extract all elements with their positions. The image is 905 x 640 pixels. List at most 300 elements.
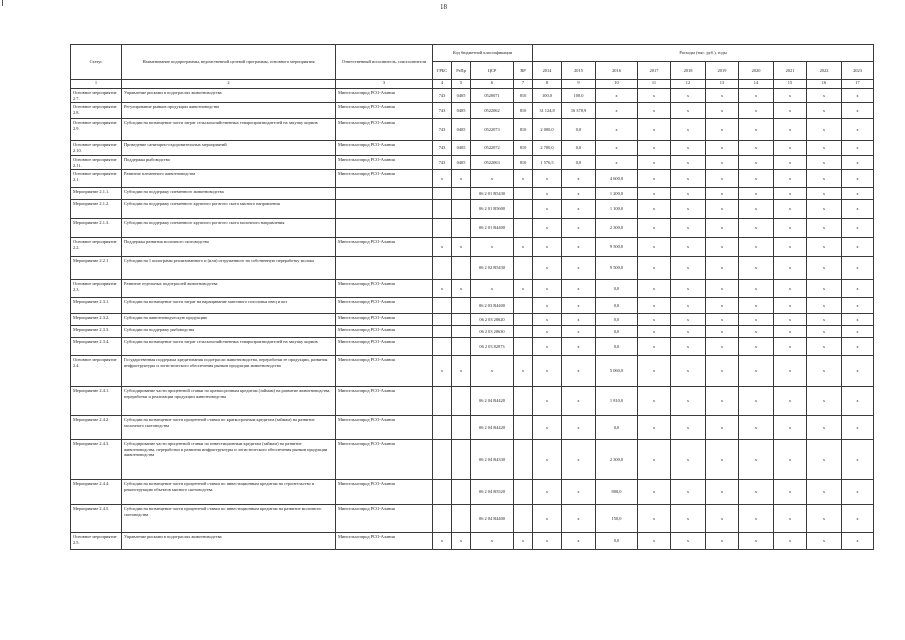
year-value-cell: х xyxy=(706,440,739,480)
csr-cell: 06 2 03 R4400 xyxy=(471,298,514,314)
grbs-cell xyxy=(433,326,452,338)
table-header xyxy=(71,45,874,80)
table-row xyxy=(71,387,874,416)
column-index-cell: 9 xyxy=(562,80,596,89)
year-value-cell: 0,0 xyxy=(562,156,596,170)
year-value-cell: х xyxy=(739,103,774,119)
header-year-6: 2020 xyxy=(739,62,774,80)
grbs-cell: 743 xyxy=(433,89,452,103)
csr-cell: 06 2 01 R5430 xyxy=(471,188,514,200)
header-code-0: ГРБС xyxy=(433,62,452,80)
header-year-9: 2023 xyxy=(842,62,874,80)
grbs-cell xyxy=(433,257,452,280)
year-value-cell: х xyxy=(638,219,671,238)
vr-cell xyxy=(514,505,533,533)
header-code-3: ВР xyxy=(514,62,533,80)
name-cell: Субсидии на возмещение части процентной ставки по инвестиционным кредитам на строительство и реконструкцию объектов мясного скотоводства xyxy=(122,480,336,505)
year-value-cell: х xyxy=(706,338,739,356)
year-value-cell: х xyxy=(671,188,706,200)
year-value-cell: 31 124,8 xyxy=(533,103,562,119)
year-value-cell: х xyxy=(739,326,774,338)
status-cell: Мероприятие 2.4.3. xyxy=(71,440,122,480)
csr-cell: 0520071 xyxy=(471,89,514,103)
vr-cell xyxy=(514,298,533,314)
year-value-cell: х xyxy=(562,280,596,298)
status-cell: Основное мероприятие 2.5. xyxy=(71,533,122,550)
table-row xyxy=(71,480,874,505)
year-value-cell: х xyxy=(807,440,842,480)
status-cell: Основное мероприятие 2.1. xyxy=(71,170,122,188)
header-code-1: РзПр xyxy=(452,62,471,80)
year-value-cell: х xyxy=(774,440,807,480)
year-value-cell: 1 576,5 xyxy=(533,156,562,170)
year-value-cell: х xyxy=(807,238,842,257)
year-value-cell: 0,0 xyxy=(596,533,638,550)
year-value-cell: х xyxy=(842,440,874,480)
header-code-2: ЦСР xyxy=(471,62,514,80)
grbs-cell: 743 xyxy=(433,103,452,119)
year-value-cell: х xyxy=(842,314,874,326)
rzpr-cell: 0405 xyxy=(452,103,471,119)
column-index-row xyxy=(71,80,874,89)
rzpr-cell xyxy=(452,338,471,356)
year-value-cell: х xyxy=(807,119,842,141)
year-value-cell: 16 378,9 xyxy=(562,103,596,119)
year-value-cell: х xyxy=(638,533,671,550)
year-value-cell: х xyxy=(671,257,706,280)
year-value-cell: х xyxy=(706,257,739,280)
column-index-cell: 17 xyxy=(842,80,874,89)
year-value-cell: х xyxy=(638,238,671,257)
year-value-cell: 100,0 xyxy=(562,89,596,103)
year-value-cell: х xyxy=(842,119,874,141)
year-value-cell: х xyxy=(774,89,807,103)
csr-cell: 06 2 03 20630 xyxy=(471,326,514,338)
year-value-cell: 2 300,0 xyxy=(596,440,638,480)
year-value-cell: х xyxy=(671,238,706,257)
year-value-cell: х xyxy=(842,356,874,387)
year-value-cell: х xyxy=(807,156,842,170)
grbs-cell xyxy=(433,440,452,480)
year-value-cell: х xyxy=(842,480,874,505)
year-value-cell: х xyxy=(638,257,671,280)
grbs-cell: х xyxy=(433,170,452,188)
csr-cell: 06 2 01 R5600 xyxy=(471,200,514,219)
year-value-cell: х xyxy=(774,238,807,257)
year-value-cell: х xyxy=(562,238,596,257)
vr-cell: х xyxy=(514,238,533,257)
vr-cell: 810 xyxy=(514,141,533,156)
year-value-cell: х xyxy=(671,170,706,188)
year-value-cell: х xyxy=(842,387,874,416)
executor-cell: Минсельхозпрод РСО-Алания xyxy=(336,533,433,550)
rzpr-cell: 0405 xyxy=(452,156,471,170)
year-value-cell: х xyxy=(638,387,671,416)
year-value-cell: х xyxy=(774,505,807,533)
executor-cell: Минсельхозпрод РСО-Алания xyxy=(336,505,433,533)
year-value-cell: х xyxy=(739,533,774,550)
year-value-cell: х xyxy=(807,170,842,188)
status-cell: Мероприятие 2.1.3. xyxy=(71,219,122,238)
year-value-cell: х xyxy=(671,314,706,326)
year-value-cell: х xyxy=(533,257,562,280)
column-index-cell: 14 xyxy=(739,80,774,89)
year-value-cell: х xyxy=(638,200,671,219)
csr-cell: х xyxy=(471,533,514,550)
year-value-cell: х xyxy=(807,533,842,550)
year-value-cell: х xyxy=(533,416,562,440)
status-cell: Мероприятие 2.4.5. xyxy=(71,505,122,533)
year-value-cell: х xyxy=(739,238,774,257)
rzpr-cell xyxy=(452,326,471,338)
year-value-cell: 0,0 xyxy=(596,326,638,338)
year-value-cell: х xyxy=(842,200,874,219)
year-value-cell: х xyxy=(774,280,807,298)
vr-cell xyxy=(514,314,533,326)
rzpr-cell xyxy=(452,480,471,505)
executor-cell xyxy=(336,257,433,280)
csr-cell: 06 2 04 R4400 xyxy=(471,505,514,533)
year-value-cell: х xyxy=(671,416,706,440)
csr-cell: 0522073 xyxy=(471,119,514,141)
year-value-cell: х xyxy=(533,338,562,356)
year-value-cell: х xyxy=(739,338,774,356)
year-value-cell: х xyxy=(562,298,596,314)
year-value-cell: х xyxy=(706,219,739,238)
year-value-cell: х xyxy=(842,533,874,550)
status-cell: Мероприятие 2.3.4. xyxy=(71,338,122,356)
year-value-cell: 4 600,0 xyxy=(596,170,638,188)
status-cell: Мероприятие 2.3.2. xyxy=(71,314,122,326)
executor-cell: Минсельхозпрод РСО-Алания xyxy=(336,387,433,416)
csr-cell: х xyxy=(471,170,514,188)
column-index-cell: 10 xyxy=(596,80,638,89)
rzpr-cell: 0405 xyxy=(452,89,471,103)
table-row xyxy=(71,119,874,141)
status-cell: Основное мероприятие 2.8. xyxy=(71,103,122,119)
table-row xyxy=(71,298,874,314)
column-index-cell: 8 xyxy=(533,80,562,89)
year-value-cell: х xyxy=(638,416,671,440)
csr-cell: 06 2 03 82073 xyxy=(471,338,514,356)
rzpr-cell: х xyxy=(452,170,471,188)
column-index-cell: 13 xyxy=(706,80,739,89)
status-cell: Мероприятие 2.2.1 xyxy=(71,257,122,280)
year-value-cell: х xyxy=(842,298,874,314)
year-value-cell: х xyxy=(671,338,706,356)
year-value-cell: х xyxy=(807,219,842,238)
grbs-cell xyxy=(433,200,452,219)
year-value-cell: х xyxy=(638,156,671,170)
rzpr-cell xyxy=(452,314,471,326)
vr-cell xyxy=(514,219,533,238)
header-year-4: 2018 xyxy=(671,62,706,80)
name-cell: Субсидии на животноводческую продукцию xyxy=(122,314,336,326)
executor-cell: Минсельхозпрод РСО-Алания xyxy=(336,416,433,440)
year-value-cell: х xyxy=(739,156,774,170)
table-row xyxy=(71,326,874,338)
vr-cell xyxy=(514,338,533,356)
rzpr-cell xyxy=(452,188,471,200)
year-value-cell: х xyxy=(638,280,671,298)
year-value-cell: х xyxy=(739,387,774,416)
table-row xyxy=(71,200,874,219)
year-value-cell: 800,0 xyxy=(596,480,638,505)
expenses-table xyxy=(70,44,874,550)
year-value-cell: х xyxy=(533,533,562,550)
executor-cell: Минсельхозпрод РСО-Алания xyxy=(336,326,433,338)
column-index-cell: 16 xyxy=(807,80,842,89)
executor-cell: Минсельхозпрод РСО-Алания xyxy=(336,356,433,387)
header-budget-code-group: Код бюджетной классификации xyxy=(433,45,533,62)
year-value-cell: х xyxy=(807,188,842,200)
year-value-cell: 2 000,0 xyxy=(533,119,562,141)
rzpr-cell: 0405 xyxy=(452,119,471,141)
name-cell: Субсидии на возмещение части процентной ставки по краткосрочным кредитам (займам) на развитие молочного скотоводства xyxy=(122,416,336,440)
year-value-cell: х xyxy=(638,314,671,326)
vr-cell: х xyxy=(514,356,533,387)
year-value-cell: х xyxy=(671,326,706,338)
csr-cell: 06 2 02 R5430 xyxy=(471,257,514,280)
year-value-cell: х xyxy=(562,356,596,387)
year-value-cell: х xyxy=(533,314,562,326)
year-value-cell: х xyxy=(774,326,807,338)
name-cell: Развитие племенного животноводства xyxy=(122,170,336,188)
executor-cell: Минсельхозпрод РСО-Алания xyxy=(336,89,433,103)
year-value-cell: х xyxy=(562,170,596,188)
year-value-cell: х xyxy=(739,280,774,298)
year-value-cell: х xyxy=(671,156,706,170)
year-value-cell: 2 300,0 xyxy=(596,219,638,238)
rzpr-cell: х xyxy=(452,280,471,298)
header-year-7: 2021 xyxy=(774,62,807,80)
year-value-cell: х xyxy=(706,387,739,416)
year-value-cell: х xyxy=(706,326,739,338)
year-value-cell: х xyxy=(671,298,706,314)
year-value-cell: х xyxy=(671,480,706,505)
year-value-cell: х xyxy=(706,119,739,141)
year-value-cell: х xyxy=(807,89,842,103)
year-value-cell: х xyxy=(533,200,562,219)
year-value-cell: 0,0 xyxy=(596,280,638,298)
year-value-cell: х xyxy=(671,533,706,550)
year-value-cell: х xyxy=(562,533,596,550)
page-number: 18 xyxy=(440,3,447,11)
vr-cell xyxy=(514,480,533,505)
status-cell: Мероприятие 2.3.1. xyxy=(71,298,122,314)
vr-cell: 810 xyxy=(514,156,533,170)
rzpr-cell xyxy=(452,387,471,416)
executor-cell: Минсельхозпрод РСО-Алания xyxy=(336,480,433,505)
name-cell: Субсидии на возмещение части процентной ставки по инвестиционным кредитам на развитие молочного скотоводства xyxy=(122,505,336,533)
year-value-cell: х xyxy=(533,238,562,257)
year-value-cell: х xyxy=(739,141,774,156)
year-value-cell: х xyxy=(638,480,671,505)
year-value-cell: х xyxy=(807,356,842,387)
table-row xyxy=(71,338,874,356)
year-value-cell: х xyxy=(671,200,706,219)
csr-cell: х xyxy=(471,238,514,257)
year-value-cell: 1 100,0 xyxy=(596,200,638,219)
year-value-cell: х xyxy=(562,416,596,440)
year-value-cell: х xyxy=(774,480,807,505)
year-value-cell: х xyxy=(774,219,807,238)
name-cell: Поддержка развития молочного скотоводства xyxy=(122,238,336,257)
year-value-cell: х xyxy=(638,141,671,156)
year-value-cell: х xyxy=(533,356,562,387)
year-value-cell: х xyxy=(533,440,562,480)
grbs-cell xyxy=(433,505,452,533)
status-cell: Мероприятие 2.3.3. xyxy=(71,326,122,338)
csr-cell: 06 2 04 R5520 xyxy=(471,480,514,505)
year-value-cell: х xyxy=(807,257,842,280)
grbs-cell xyxy=(433,314,452,326)
year-value-cell: х xyxy=(533,170,562,188)
header-year-0: 2014 xyxy=(533,62,562,80)
year-value-cell: х xyxy=(533,387,562,416)
column-index-cell: 11 xyxy=(638,80,671,89)
name-cell: Субсидии на возмещение части затрат сельскохозяйственных товаропроизводителей на закупку кормов xyxy=(122,338,336,356)
executor-cell: Минсельхозпрод РСО-Алания xyxy=(336,298,433,314)
year-value-cell: х xyxy=(807,338,842,356)
year-value-cell: х xyxy=(774,156,807,170)
year-value-cell: х xyxy=(774,298,807,314)
year-value-cell: х xyxy=(774,387,807,416)
year-value-cell: 0,0 xyxy=(596,314,638,326)
vr-cell xyxy=(514,440,533,480)
executor-cell: Минсельхозпрод РСО-Алания xyxy=(336,314,433,326)
status-cell: Основное мероприятие 2.11. xyxy=(71,156,122,170)
executor-cell: Минсельхозпрод РСО-Алания xyxy=(336,440,433,480)
year-value-cell: х xyxy=(842,141,874,156)
year-value-cell: 100,0 xyxy=(533,89,562,103)
name-cell: Субсидирование части процентной ставки по краткосрочным кредитам (займам) на развитие животноводства, переработки и реализации продукции животноводства xyxy=(122,387,336,416)
year-value-cell: х xyxy=(638,119,671,141)
year-value-cell: х xyxy=(739,119,774,141)
year-value-cell: х xyxy=(638,188,671,200)
table-row xyxy=(71,219,874,238)
header-year-8: 2022 xyxy=(807,62,842,80)
vr-cell xyxy=(514,188,533,200)
year-value-cell: 1 200,0 xyxy=(596,188,638,200)
year-value-cell: х xyxy=(807,387,842,416)
status-cell: Мероприятие 2.1.2. xyxy=(71,200,122,219)
header-year-3: 2017 xyxy=(638,62,671,80)
year-value-cell: х xyxy=(638,440,671,480)
name-cell: Субсидирование части процентной ставки по инвестиционным кредитам (займам) на развитие животноводства, переработки и развития инфраструктуры и логистического обеспечения рынков продукции животноводства xyxy=(122,440,336,480)
name-cell: Проведение санитарно-оздоровительных мероприятий xyxy=(122,141,336,156)
column-index-cell: 6 xyxy=(471,80,514,89)
year-value-cell: х xyxy=(774,170,807,188)
grbs-cell: х xyxy=(433,356,452,387)
year-value-cell: х xyxy=(562,505,596,533)
rzpr-cell xyxy=(452,257,471,280)
status-cell: Мероприятие 2.4.1. xyxy=(71,387,122,416)
name-cell: Субсидии на поддержку племенного крупного рогатого скота мясного направления xyxy=(122,200,336,219)
year-value-cell: х xyxy=(807,480,842,505)
table-row xyxy=(71,356,874,387)
executor-cell xyxy=(336,200,433,219)
year-value-cell: х xyxy=(533,280,562,298)
year-value-cell: х xyxy=(638,103,671,119)
grbs-cell xyxy=(433,416,452,440)
year-value-cell: х xyxy=(638,89,671,103)
year-value-cell: х xyxy=(596,103,638,119)
vr-cell xyxy=(514,416,533,440)
executor-cell: Минсельхозпрод РСО-Алания xyxy=(336,103,433,119)
year-value-cell: х xyxy=(533,505,562,533)
executor-cell: Минсельхозпрод РСО-Алания xyxy=(336,280,433,298)
scan-edge-mark xyxy=(2,0,3,6)
vr-cell xyxy=(514,387,533,416)
year-value-cell: х xyxy=(533,298,562,314)
year-value-cell: х xyxy=(562,314,596,326)
year-value-cell: х xyxy=(706,356,739,387)
status-cell: Основное мероприятие 2.3. xyxy=(71,280,122,298)
vr-cell: 810 xyxy=(514,89,533,103)
year-value-cell: х xyxy=(562,219,596,238)
rzpr-cell: х xyxy=(452,238,471,257)
table-row xyxy=(71,89,874,103)
year-value-cell: х xyxy=(739,89,774,103)
year-value-cell: х xyxy=(706,416,739,440)
header-year-2: 2016 xyxy=(596,62,638,80)
grbs-cell xyxy=(433,387,452,416)
table-row xyxy=(71,156,874,170)
header-executor: Ответственный исполнитель, соисполнители xyxy=(336,45,433,80)
grbs-cell: х xyxy=(433,280,452,298)
year-value-cell: 0,0 xyxy=(562,141,596,156)
year-value-cell: 5 060,0 xyxy=(596,356,638,387)
year-value-cell: 0,0 xyxy=(596,298,638,314)
column-index-cell: 3 xyxy=(336,80,433,89)
year-value-cell: 0,0 xyxy=(596,416,638,440)
year-value-cell: х xyxy=(671,440,706,480)
table-row xyxy=(71,257,874,280)
name-cell: Управление рисками в подотраслях животноводства xyxy=(122,89,336,103)
year-value-cell: х xyxy=(706,280,739,298)
year-value-cell: 2 700,0 xyxy=(533,141,562,156)
column-index-cell: 1 xyxy=(71,80,122,89)
year-value-cell: х xyxy=(842,219,874,238)
grbs-cell xyxy=(433,480,452,505)
year-value-cell: х xyxy=(842,416,874,440)
year-value-cell: х xyxy=(807,141,842,156)
year-value-cell: х xyxy=(774,533,807,550)
year-value-cell: х xyxy=(706,298,739,314)
year-value-cell: х xyxy=(706,200,739,219)
rzpr-cell xyxy=(452,505,471,533)
vr-cell xyxy=(514,257,533,280)
csr-cell: 06 2 04 R4420 xyxy=(471,416,514,440)
year-value-cell: х xyxy=(562,480,596,505)
year-value-cell: х xyxy=(533,219,562,238)
year-value-cell: х xyxy=(739,356,774,387)
status-cell: Мероприятие 2.4.4. xyxy=(71,480,122,505)
year-value-cell: х xyxy=(842,170,874,188)
executor-cell xyxy=(336,188,433,200)
executor-cell xyxy=(336,219,433,238)
year-value-cell: х xyxy=(774,119,807,141)
vr-cell xyxy=(514,326,533,338)
name-cell: Поддержка рыбоводства xyxy=(122,156,336,170)
header-expenses-group: Расходы (тыс. руб.), годы xyxy=(533,45,874,62)
year-value-cell: х xyxy=(706,89,739,103)
table-row xyxy=(71,505,874,533)
year-value-cell: х xyxy=(562,200,596,219)
year-value-cell: х xyxy=(807,280,842,298)
vr-cell: х xyxy=(514,170,533,188)
